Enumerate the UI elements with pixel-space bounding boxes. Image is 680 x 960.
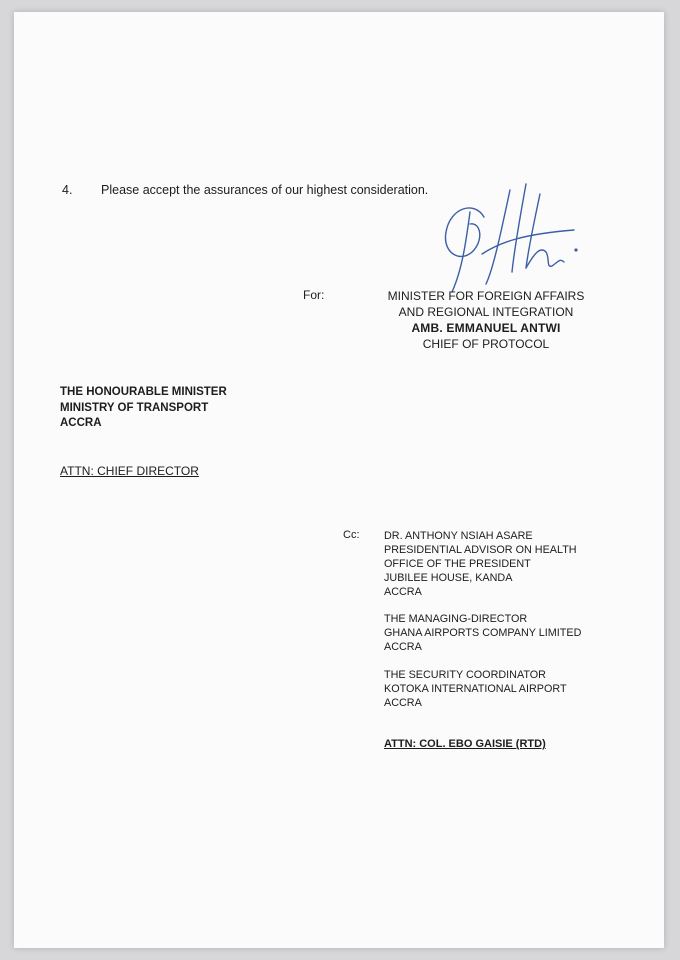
cc-line: THE MANAGING-DIRECTOR (384, 613, 528, 625)
cc-line: ACCRA (384, 697, 422, 709)
cc-attention-line: ATTN: COL. EBO GAISIE (RTD) (384, 738, 546, 750)
signatory-block (370, 288, 602, 352)
cc-line: DR. ANTHONY NSIAH ASARE (384, 530, 533, 542)
cc-line: KOTOKA INTERNATIONAL AIRPORT (384, 683, 567, 695)
signatory-line: AND REGIONAL INTEGRATION (398, 305, 574, 319)
cc-line: ACCRA (384, 641, 422, 653)
attention-line: ATTN: CHIEF DIRECTOR (60, 464, 199, 478)
handwritten-signature (422, 172, 582, 297)
cc-line: OFFICE OF THE PRESIDENT (384, 558, 531, 570)
cc-line: GHANA AIRPORTS COMPANY LIMITED (384, 627, 582, 639)
addressee-line: THE HONOURABLE MINISTER (60, 386, 227, 398)
paragraph-number: 4. (62, 183, 73, 197)
signatory-title: CHIEF OF PROTOCOL (422, 337, 550, 351)
addressee-block (60, 385, 310, 432)
cc-recipient (384, 668, 644, 710)
signatory-name: AMB. EMMANUEL ANTWI (411, 321, 561, 335)
signatory-line: MINISTER FOR FOREIGN AFFAIRS (387, 289, 585, 303)
addressee-line: MINISTRY OF TRANSPORT (60, 401, 209, 414)
cc-line: THE SECURITY COORDINATOR (384, 669, 546, 681)
closing-paragraph: Please accept the assurances of our highest consideration. (101, 183, 429, 197)
addressee-line: ACCRA (60, 417, 102, 429)
cc-line: PRESIDENTIAL ADVISOR ON HEALTH (384, 544, 577, 556)
cc-label: Cc: (343, 529, 360, 541)
cc-recipient (384, 612, 644, 654)
cc-line: JUBILEE HOUSE, KANDA (384, 572, 513, 584)
document-page (14, 12, 664, 948)
cc-line: ACCRA (384, 586, 422, 598)
cc-recipient (384, 529, 644, 599)
for-label: For: (303, 288, 325, 302)
